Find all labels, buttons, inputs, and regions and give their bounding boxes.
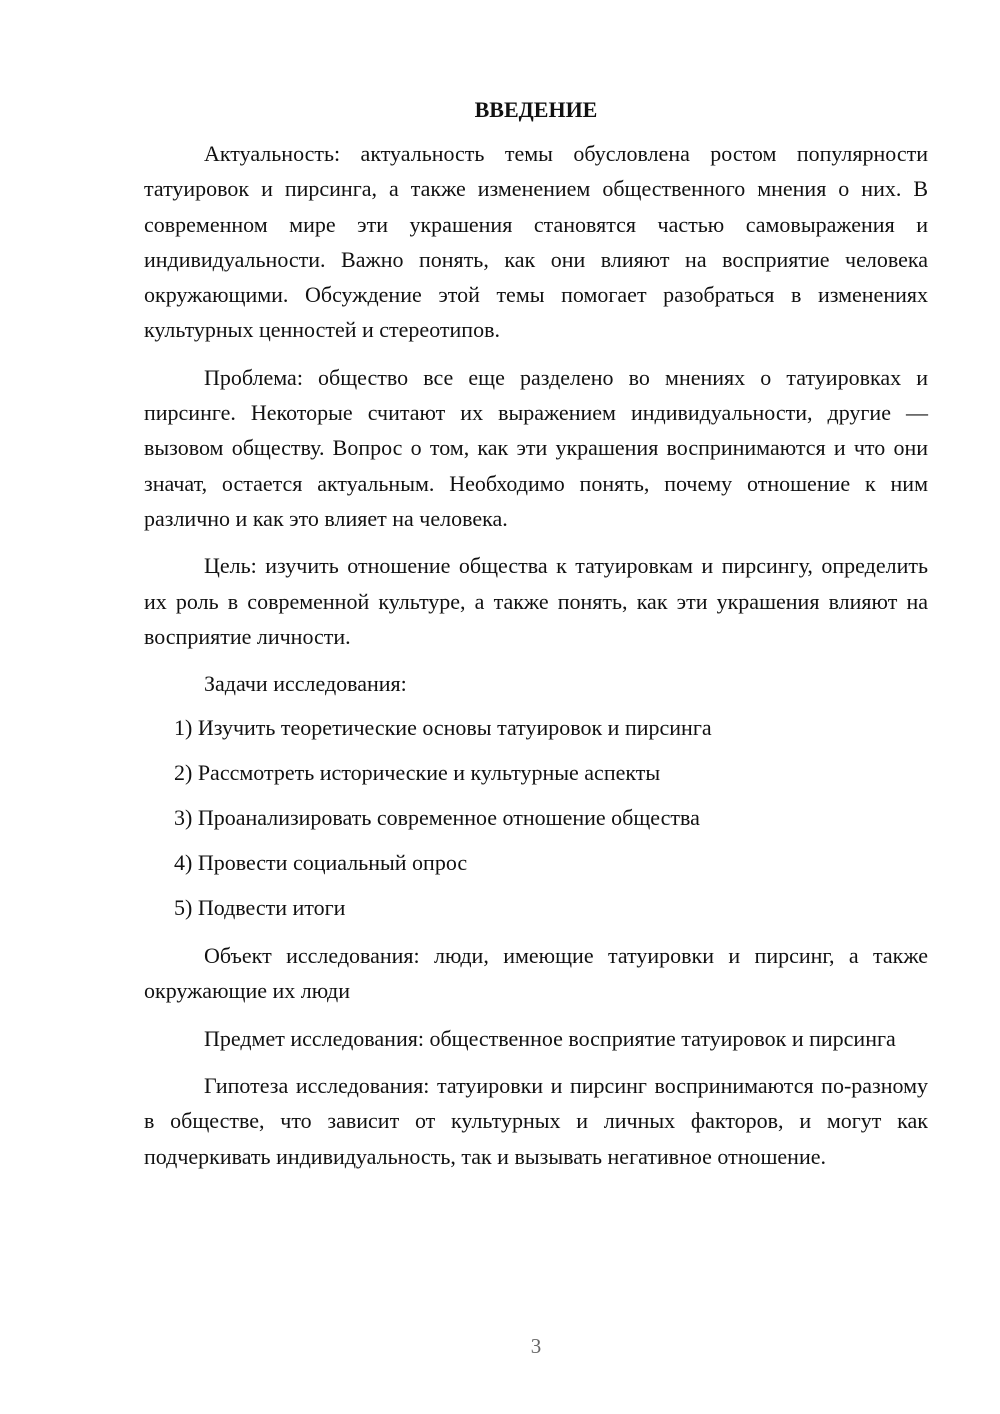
goal-paragraph: Цель: изучить отношение общества к татуировкам и пирсингу, определить их роль в современной культуре, а также понять, как эти украшения влияют на восприятие личности. [144,553,928,649]
task-item: 2) Рассмотреть исторические и культурные аспекты [174,760,661,786]
section-title: ВВЕДЕНИЕ [474,97,598,122]
task-item: 1) Изучить теоретические основы татуировок и пирсинга [174,715,712,741]
tasks-heading: Задачи исследования: [204,671,407,697]
tasks-list [144,710,928,926]
page-content [144,94,928,1174]
task-item: 3) Проанализировать современное отношение общества [174,805,700,831]
task-item: 4) Провести социальный опрос [174,850,468,876]
task-item: 5) Подвести итоги [174,895,346,921]
subject-paragraph: Предмет исследования: общественное восприятие татуировок и пирсинга [204,1025,896,1051]
problem-paragraph: Проблема: общество все еще разделено во мнениях о татуировках и пирсинге. Некоторые считают их выражением индивидуальности, другие — вызовом обществу. Вопрос о том, как эти украшения воспринимаются и что они значат, остается актуальным. Необходимо понять, почему отношение к ним различно и как это влияет на человека. [144,364,928,531]
object-paragraph: Объект исследования: люди, имеющие татуировки и пирсинг, а также окружающие их люди [144,943,928,1004]
hypothesis-paragraph: Гипотеза исследования: татуировки и пирсинг воспринимаются по-разному в обществе, что зависит от культурных и личных факторов, и могут как подчеркивать индивидуальность, так и вызывать негативное отношение. [144,1073,928,1169]
relevance-paragraph: Актуальность: актуальность темы обусловлена ростом популярности татуировок и пирсинга, а также изменением общественного мнения о них. В современном мире эти украшения становятся частью самовыражения и индивидуальности. Важно понять, как они влияют на восприятие человека окружающими. Обсуждение этой темы помогает разобраться в изменениях культурных ценностей и стереотипов. [144,141,928,343]
page-number: 3 [530,1334,542,1358]
